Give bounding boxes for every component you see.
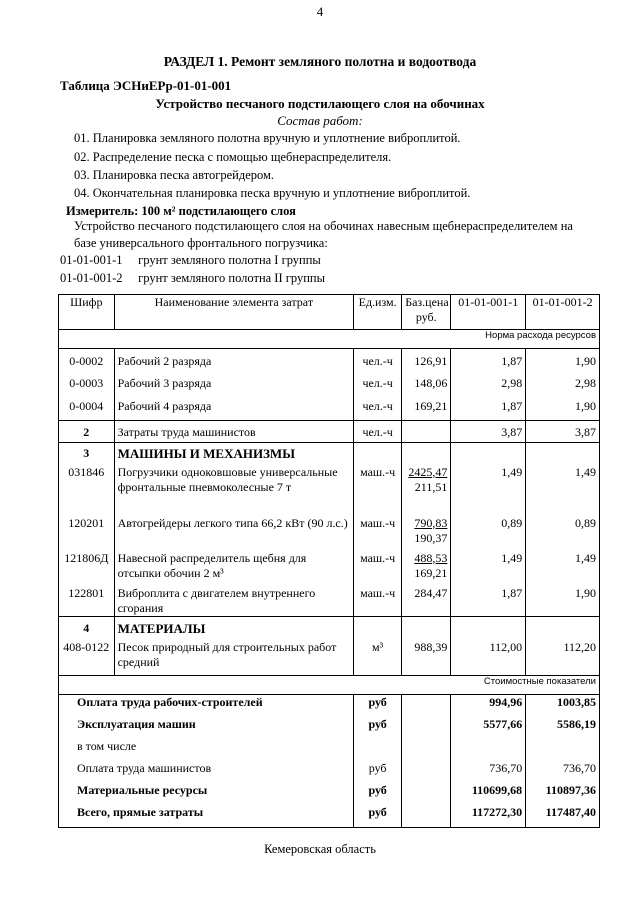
total-unit [354,739,402,761]
row-unit: маш.-ч [354,546,402,581]
row-value-1: 1,87 [451,349,526,372]
row-price: 169,21 [402,395,451,421]
section-name: МАШИНЫ И МЕХАНИЗМЫ [114,443,353,463]
row-unit: м³ [354,638,402,675]
work-item: 01. Планировка земляного полотна вручную и уплотнение виброплитой. [74,131,461,145]
row-value-2: 3,87 [526,421,600,443]
row-value-2: 2,98 [526,372,600,395]
price-total: 488,53 [414,550,448,565]
row-price [402,463,451,511]
total-value-2: 117487,40 [526,805,600,828]
row-value-1: 3,87 [451,421,526,443]
page-number: 4 [316,4,324,19]
row-price: 126,91 [402,349,451,372]
total-value-1: 994,96 [451,694,526,717]
total-value-2: 5586,19 [526,717,600,739]
total-row [59,805,600,828]
row-value-1: 2,98 [451,372,526,395]
row-value-1: 1,49 [451,463,526,511]
total-row [59,694,600,717]
variant-item [60,253,321,268]
total-value-1: 5577,66 [451,717,526,739]
row-code: 408-0122 [59,638,115,675]
header-col1: 01-01-001-1 [451,295,526,330]
variant-code: 01-01-001-2 [60,271,123,285]
total-unit: руб [354,805,402,828]
total-row [59,761,600,783]
row-price: 988,39 [402,638,451,675]
row-value-1: 1,87 [451,581,526,617]
total-value-2: 1003,85 [526,694,600,717]
section-header-row [59,443,600,463]
variant-item [60,271,325,286]
norm-label: Норма расхода ресурсов [59,330,600,349]
row-unit: маш.-ч [354,511,402,546]
row-unit: чел.-ч [354,421,402,443]
page-footer: Кемеровская область [264,842,376,856]
row-name: Рабочий 4 разряда [114,395,353,421]
total-name: Материальные ресурсы [59,783,354,805]
price-labor: 211,51 [414,479,448,494]
row-unit: маш.-ч [354,463,402,511]
row-unit: чел.-ч [354,372,402,395]
row-price [402,546,451,581]
row-value-2: 1,49 [526,463,600,511]
table-subtitle: Устройство песчаного подстилающего слоя на обочинах [155,96,485,111]
resource-table [58,294,600,828]
description: Устройство песчаного подстилающего слоя на обочинах навесным щебнераспределителем на базе универсального фронтального погрузчика: [74,219,573,250]
total-value-1: 117272,30 [451,805,526,828]
norm-bar [59,330,600,349]
row-code: 121806Д [59,546,115,581]
meter-label: Измеритель: 100 м² подстилающего слоя [66,204,296,218]
section-number: 3 [59,443,115,463]
row-name: Автогрейдеры легкого типа 66,2 кВт (90 л.с.) [114,511,353,546]
variant-text: грунт земляного полотна II группы [138,271,325,285]
row-unit: маш.-ч [354,581,402,617]
total-value-2 [526,739,600,761]
table-row [59,581,600,617]
row-name: Погрузчики одноковшовые универсальные фронтальные пневмоколесные 7 т [114,463,353,511]
header-price [402,295,451,330]
header-code: Шифр [59,295,115,330]
price-total: 2425,47 [408,464,448,479]
header-name: Наименование элемента затрат [114,295,353,330]
table-row [59,546,600,581]
table-row [59,372,600,395]
row-value-1: 1,87 [451,395,526,421]
cost-bar [59,675,600,694]
row-value-2: 112,20 [526,638,600,675]
total-name: Оплата труда рабочих-строителей [59,694,354,717]
row-value-2: 1,90 [526,349,600,372]
total-unit: руб [354,717,402,739]
price-total: 790,83 [414,515,448,530]
total-unit: руб [354,761,402,783]
row-value-1: 0,89 [451,511,526,546]
total-row [59,739,600,761]
work-item: 04. Окончательная планировка песка вручную и уплотнение виброплитой. [74,186,471,200]
row-name: Песок природный для строительных работ средний [114,638,353,675]
price-labor: 169,21 [414,565,448,580]
row-code: 2 [59,421,115,443]
header-unit: Ед.изм. [354,295,402,330]
row-value-2: 1,90 [526,581,600,617]
variant-text: грунт земляного полотна I группы [138,253,321,267]
total-unit: руб [354,694,402,717]
row-name: Рабочий 3 разряда [114,372,353,395]
table-row [59,511,600,546]
composition-label: Состав работ: [277,113,363,128]
row-code: 122801 [59,581,115,617]
row-name: Затраты труда машинистов [114,421,353,443]
total-unit: руб [354,783,402,805]
row-name: Навесной распределитель щебня для отсыпки обочин 2 м³ [114,546,353,581]
row-name: Виброплита с двигателем внутреннего сгорания [114,581,353,617]
total-value-1: 110699,68 [451,783,526,805]
total-value-1: 736,70 [451,761,526,783]
table-row [59,349,600,372]
total-row [59,783,600,805]
section-title: РАЗДЕЛ 1. Ремонт земляного полотна и водоотвода [163,54,477,69]
total-name: Оплата труда машинистов [59,761,354,783]
total-value-2: 110897,36 [526,783,600,805]
total-value-1 [451,739,526,761]
section-name: МАТЕРИАЛЫ [114,616,353,638]
row-price: 148,06 [402,372,451,395]
row-unit: чел.-ч [354,349,402,372]
row-name: Рабочий 2 разряда [114,349,353,372]
cost-label: Стоимостные показатели [59,675,600,694]
operators-row [59,421,600,443]
row-value-1: 112,00 [451,638,526,675]
row-value-2: 1,90 [526,395,600,421]
table-code: Таблица ЭСНиЕРр-01-01-001 [60,78,232,93]
total-name: Всего, прямые затраты [59,805,354,828]
row-value-2: 1,49 [526,546,600,581]
table-row [59,638,600,675]
total-value-2: 736,70 [526,761,600,783]
price-labor: 190,37 [414,530,448,545]
row-code: 0-0004 [59,395,115,421]
variant-code: 01-01-001-1 [60,253,123,267]
total-name: в том числе [59,739,354,761]
total-row [59,717,600,739]
header-col2: 01-01-001-2 [526,295,600,330]
row-code: 120201 [59,511,115,546]
row-price [402,511,451,546]
table-row [59,463,600,511]
section-header-row [59,616,600,638]
row-price: 284,47 [402,581,451,617]
row-value-1: 1,49 [451,546,526,581]
table-header-row [59,295,600,330]
row-value-2: 0,89 [526,511,600,546]
section-number: 4 [59,616,115,638]
work-item: 03. Планировка песка автогрейдером. [74,168,275,182]
work-item: 02. Распределение песка с помощью щебнераспределителя. [74,150,392,164]
total-name: Эксплуатация машин [59,717,354,739]
row-unit: чел.-ч [354,395,402,421]
row-code: 0-0003 [59,372,115,395]
row-code: 0-0002 [59,349,115,372]
header-price-line1: Баз.цена [405,295,449,309]
row-code: 031846 [59,463,115,511]
table-row [59,395,600,421]
header-price-line2: руб. [415,310,437,324]
